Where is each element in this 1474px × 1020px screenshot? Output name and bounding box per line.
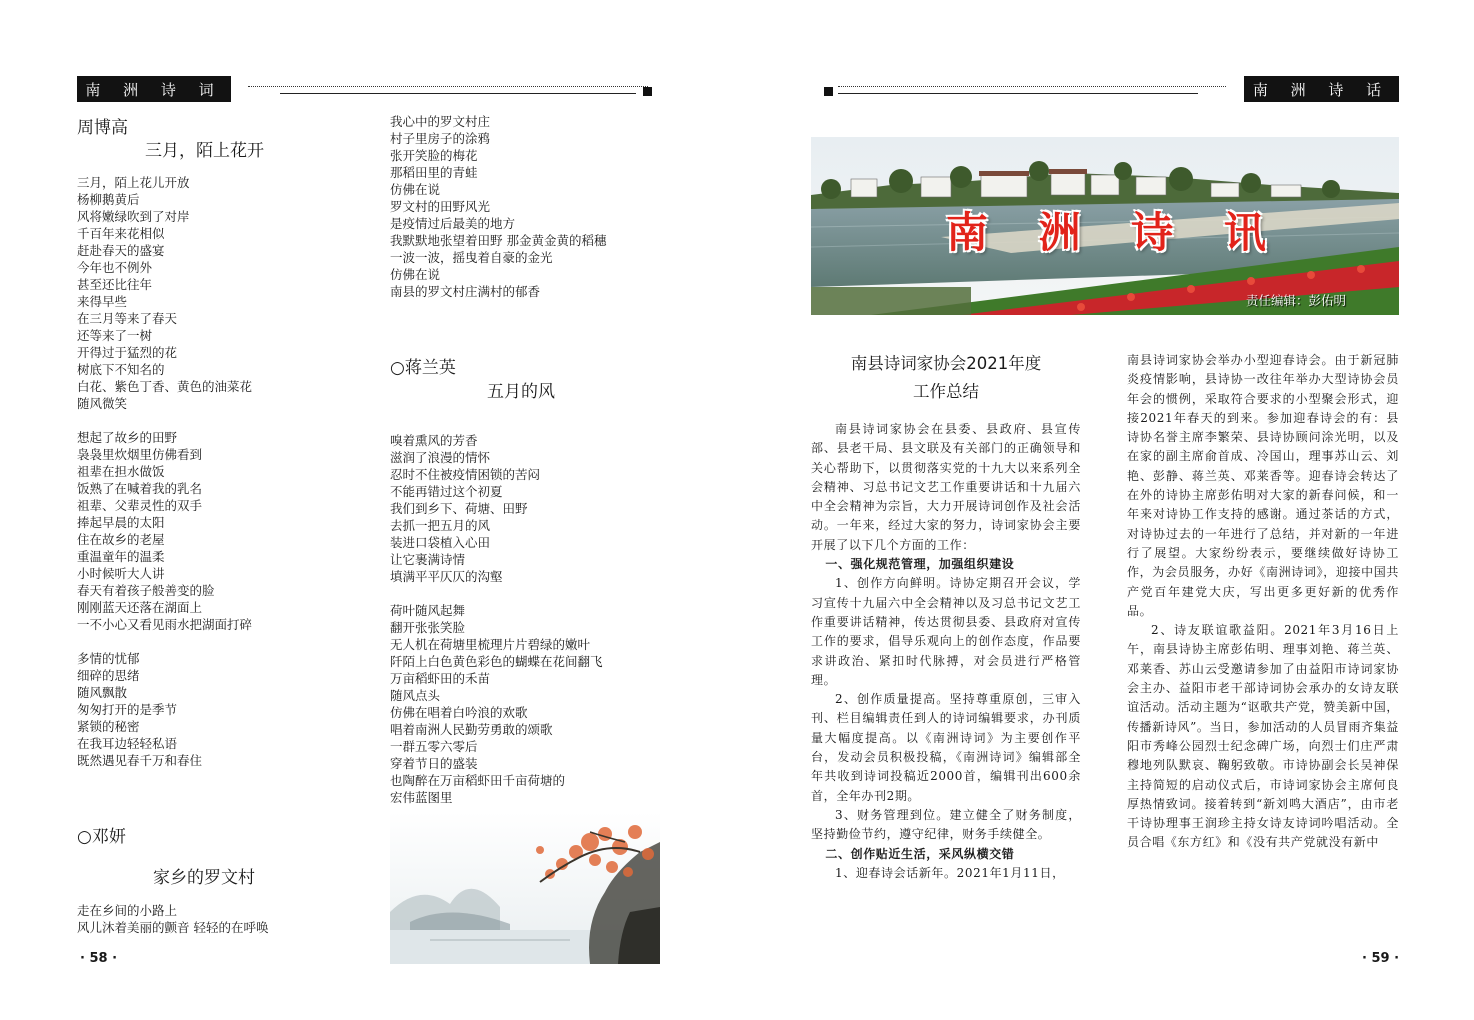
right-header-square	[824, 87, 833, 96]
poem-line: 是疫情过后最美的地方	[390, 216, 516, 231]
poem-line: 饭熟了在喊着我的乳名	[77, 481, 203, 496]
poem1-body	[77, 174, 252, 769]
left-header-square	[643, 87, 652, 96]
poem-line: 匆匆打开的是季节	[77, 702, 178, 717]
poem-line: 风儿沐着美丽的颤音 轻轻的在呼唤	[77, 920, 269, 935]
poem-line: 南县的罗文村庄满村的郁香	[390, 284, 541, 299]
poem-line: 一波一波，摇曳着自豪的金光	[390, 250, 553, 265]
poem-line: 去抓一把五月的风	[390, 518, 491, 533]
poem-line: 我心中的罗文村庄	[390, 114, 491, 129]
poem-line: 赶赴春天的盛宴	[77, 243, 165, 258]
poem-line: 祖辈、父辈灵性的双手	[77, 498, 203, 513]
poem2-title: 家乡的罗文村	[153, 868, 255, 888]
poem-line: 仿佛在说	[390, 182, 441, 197]
poem-line: 随风点头	[390, 688, 441, 703]
article-paragraph: 2、诗友联谊歌益阳。2021年3月16日上午，南县诗协主席彭佑明、理事刘艳、蒋兰英、邓莱香、苏山云受邀请参加了由益阳市诗词家协会主办、益阳市老干部诗词协会承办的女诗友联谊活动。活动主题为“讴歌共产党，赞美新中国，传播新诗风”。当日，参加活动的人员冒雨齐集益阳市秀峰公园烈士纪念碑广场，向烈士们庄严肃穆地列队默哀、鞠躬致敬。市诗协副会长吴神保主持简短的启动仪式后，市诗词家协会主席何良厚热情致词。接着转到“新刘鸣大酒店”，由市老干诗协理事王润珍主持女诗友诗词吟唱活动。全员合唱《东方红》和《没有共产党就没有新中	[1127, 623, 1399, 850]
poem-line: 唱着南洲人民勤劳勇敢的颂歌	[390, 722, 553, 737]
poem-line: 在三月等来了春天	[77, 311, 178, 326]
poem-line: 不能再错过这个初夏	[390, 484, 503, 499]
poem-line: 张开笑脸的梅花	[390, 148, 478, 163]
poem-line: 滋润了浪漫的情怀	[390, 450, 491, 465]
poem-line: 三月，陌上花儿开放	[77, 175, 190, 190]
poem-line: 重温童年的温柔	[77, 549, 165, 564]
left-header-dotted-rule	[248, 86, 648, 87]
poem-line: 我默默地张望着田野 那金黄金黄的稻穗	[390, 233, 607, 248]
poem-line: 多情的忧郁	[77, 651, 140, 666]
poem-line: 一群五零六零后	[390, 739, 478, 754]
poem-line: 来得早些	[77, 294, 128, 309]
poem-line: 一不小心又看见雨水把湖面打碎	[77, 617, 253, 632]
article-paragraph: 南县诗词家协会举办小型迎春诗会。由于新冠肺炎疫情影响，县诗协一改往年举办大型诗协会员年会的惯例，采取符合要求的小型聚会形式，迎接2021年春天的到来。参加迎春诗会的有：县诗协名誉主席李繁荣、县诗协顾问涂光明，以及在家的副主席俞首成、冷国山，理事苏山云、刘艳、彭静、蒋兰英、邓莱香等。迎春诗会转达了在外的诗协主席彭佑明对大家的新春问候，和一年来对诗协工作支持的感谢。通过茶话的方式，对诗协过去的一年进行了总结，并对新的一年进行了展望。大家纷纷表示，要继续做好诗协工作，为会员服务，办好《南洲诗词》，迎接中国共产党百年建党大庆，写出更多更好新的优秀作品。	[1127, 353, 1399, 618]
poem-line: 祖辈在担水做饭	[77, 464, 165, 479]
poem-line: 捧起早晨的太阳	[77, 515, 165, 530]
article-column-2	[1127, 351, 1399, 853]
poem1-author: 周博高	[77, 118, 128, 138]
poem-line: 填满平平仄仄的沟壑	[390, 569, 503, 584]
poem2-body-continued	[390, 113, 606, 300]
left-header-tag: 南 洲 诗 词	[77, 76, 231, 102]
poem-line: 甚至还比往年	[77, 277, 153, 292]
poem-line: 紧锁的秘密	[77, 719, 140, 734]
poem-line: 忍时不住被疫情困锁的苦闷	[390, 467, 541, 482]
poem-line: 让它裹满诗情	[390, 552, 466, 567]
section-heading: 二、创作贴近生活，采风纵横交错	[825, 846, 1015, 861]
article-title-line2: 工作总结	[913, 382, 979, 401]
poem-line: 还等来了一树	[77, 328, 153, 343]
poem-line: 风将嫩绿吹到了对岸	[77, 209, 190, 224]
article-paragraph: 1、迎春诗会话新年。2021年1月11日，	[835, 865, 1065, 880]
poem-line: 今年也不例外	[77, 260, 153, 275]
poem1-title: 三月，陌上花开	[145, 141, 264, 161]
right-header-dotted-rule	[838, 86, 1226, 87]
poem-line: 在我耳边轻轻私语	[77, 736, 178, 751]
poem-line: 罗文村的田野风光	[390, 199, 491, 214]
poem-line: 白花、紫色丁香、黄色的油菜花	[77, 379, 253, 394]
poem-line: 细碎的思绪	[77, 668, 140, 683]
poem-line: 杨柳鹅黄后	[77, 192, 140, 207]
right-header-tag: 南 洲 诗 话	[1244, 76, 1399, 102]
article-paragraph: 南县诗词家协会在县委、县政府、县宣传部、县老干局、县文联及有关部门的正确领导和关心帮助下，以贯彻落实党的十九大以来系列全会精神、习总书记文艺工作重要讲话和十九届六中全会精神为宗旨，大力开展诗词创作及社会活动。一年来，经过大家的努力，诗词家协会主要开展了以下几个方面的工作：	[811, 422, 1081, 552]
poem-line: 宏伟蓝图里	[390, 790, 453, 805]
poem-line: 仿佛在唱着白吟浪的欢歌	[390, 705, 528, 720]
article-title-line1: 南县诗词家协会2021年度	[850, 354, 1042, 373]
poem-line: 开得过于猛烈的花	[77, 345, 178, 360]
poem-line: 刚刚蓝天还落在湖面上	[77, 600, 203, 615]
right-header-rule	[838, 93, 1198, 94]
left-header-rule	[280, 93, 636, 94]
poem-line: 想起了故乡的田野	[77, 430, 178, 445]
poem-line: 随风飘散	[77, 685, 128, 700]
left-page-number: · 58 ·	[80, 951, 118, 966]
poem3-body	[390, 432, 603, 806]
poem-line: 随风微笑	[77, 396, 128, 411]
poem-line: 千百年来花相似	[77, 226, 165, 241]
poem3-title: 五月的风	[487, 382, 555, 402]
poem-line: 走在乡间的小路上	[77, 903, 178, 918]
poem-line: 小时候听大人讲	[77, 566, 165, 581]
poem2-body-start	[77, 902, 268, 936]
poem-line: 村子里房子的涂鸦	[390, 131, 491, 146]
poem-line: 仿佛在说	[390, 267, 441, 282]
poem-line: 住在故乡的老屋	[77, 532, 165, 547]
article-paragraph: 2、创作质量提高。坚持尊重原创，三审入刊、栏目编辑责任到人的诗词编辑要求，办刊质量大幅度提高。以《南洲诗词》为主要创作平台，发动会员积极投稿，《南洲诗词》编辑部全年共收到诗词投稿近2000首，编辑刊出600余首，全年办刊2期。	[811, 692, 1081, 803]
poem-line: 我们到乡下、荷塘、田野	[390, 501, 528, 516]
poem-line: 那稻田里的青蛙	[390, 165, 478, 180]
section-heading: 一、强化规范管理，加强组织建设	[825, 557, 1015, 572]
article-title	[811, 350, 1081, 406]
poem-line: 装进口袋植入心田	[390, 535, 491, 550]
banner-editor: 责任编辑：彭佑明	[1246, 293, 1347, 308]
article-paragraph: 1、创作方向鲜明。诗协定期召开会议，学习宣传十九届六中全会精神以及习总书记文艺工作重要讲话精神，传达贯彻县委、县政府对宣传工作的要求，倡导乐观向上的创作态度，作品要求讲政治、紧扣时代脉搏，对会员进行严格管理。	[811, 576, 1081, 687]
banner-title: 南 洲 诗 讯	[946, 208, 1284, 257]
poem-line: 袅袅里炊烟里仿佛看到	[77, 447, 203, 462]
poem-line: 无人机在荷塘里梳理片片碧绿的嫩叶	[390, 637, 591, 652]
poem-line: 既然遇见春千万和春住	[77, 753, 203, 768]
poem-line: 万亩稻虾田的禾苗	[390, 671, 491, 686]
poem-line: 嗅着熏风的芳香	[390, 433, 478, 448]
poem3-author: ○蒋兰英	[390, 358, 456, 378]
poem-line: 荷叶随风起舞	[390, 603, 466, 618]
poem-line: 翻开张张笑脸	[390, 620, 466, 635]
poem-line: 穿着节日的盛装	[390, 756, 478, 771]
ink-landscape-illustration	[390, 812, 660, 964]
article-column-1	[811, 420, 1081, 883]
poem-line: 也陶醉在万亩稻虾田千亩荷塘的	[390, 773, 566, 788]
article-paragraph: 3、财务管理到位。建立健全了财务制度，坚持勤俭节约，遵守纪律，财务手续健全。	[811, 807, 1081, 842]
poem-line: 阡陌上白色黄色彩色的蝴蝶在花间翻飞	[390, 654, 603, 669]
poem-line: 春天有着孩子般善变的脸	[77, 583, 215, 598]
poem-line: 树底下不知名的	[77, 362, 165, 377]
right-page-number: · 59 ·	[1362, 951, 1400, 966]
poem2-author: ○邓妍	[77, 827, 126, 847]
